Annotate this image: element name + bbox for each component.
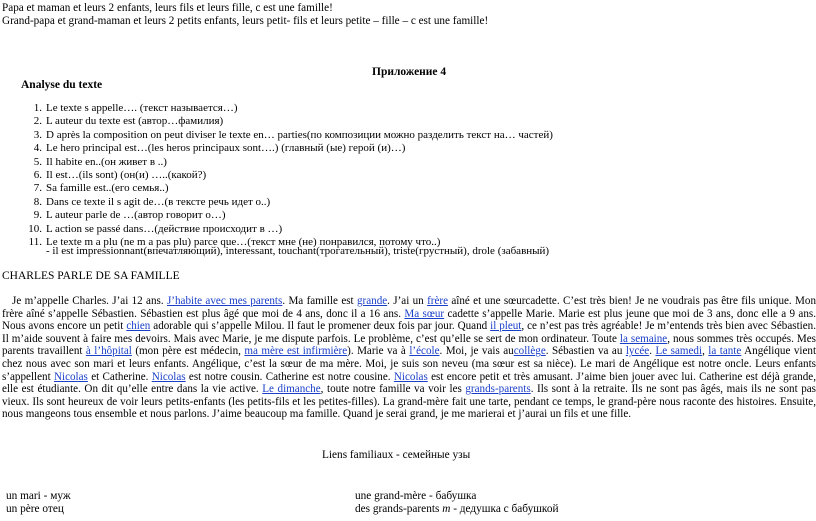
analysis-question: 8. Dans ce texte il s agit de…(в тексте речь идет о..) bbox=[33, 195, 271, 208]
analysis-question: 7. Sa famille est..(его семья..) bbox=[33, 182, 169, 195]
analysis-question: 3. D après la composition on peut diviser le texte en… parties(по композиции можно разделить текст на… частей) bbox=[33, 128, 553, 141]
intro-text bbox=[2, 2, 488, 28]
story-text: Je m’appelle Charles. J’ai 12 ans. J’habite avec mes parents. Ma famille est grande. J’ai un frère aîné et une sœurcadette. C’est très bien! Je ne voudrais pas être fils unique. Mon frère aîné s’appelle Sébastien. Sébastien est plus âgé que moi de 4 ans, donc il a 16 ans. Ma sœur cadette s’appelle Marie. Marie est plus jeune que moi de 3 ans, donc elle a 9 ans. Nous avons encore un petit chien adorable qui s’appelle Milou. Il faut le promener deux fois par jour. Quand il pleut, ce n’est pas très agréable! Je m’entends très bien avec Sébastien. Il m’aide souvent à faire mes devoirs. Mais avec Marie, je me dispute parfois. Le problème, c’est qu’elle se sert de mon ordinateur. Toute la semaine, nous sommes très occupés. Mes parents travaillent à l’hôpital (mon père est médecin, ma mère est infirmière). Marie va à l’école. Moi, je vais aucollège. Sébastien va au lycée. Le samedi, la tante Angélique vient chez nous avec son mari et leurs enfants. Angélique, c’est la sœur de ma mère. Moi, je suis son neveu (ma sœur est sa nièce). Le mari de Angélique est notre oncle. Leurs enfants s’appellent Nicolas et Catherine. Nicolas est notre cousin. Catherine est notre cousine. Nicolas est encore petit et très amusant. J’aime bien jouer avec lui. Catherine est déjà grande, elle est étudiante. On dit qu’elle entre dans la vie active. Le dimanche, toute notre famille va voir les grands-parents. Ils sont à la retraite. Ils ne sont pas âgés, mais ils ne sont pas vieux. Ils sont heureux de voir leurs petits-enfants (les petits-fils et les petites-filles). La grand-mère fait une tarte, pendant ce temps, le grand-père nous raconte des histoires. Ensuite, nous mangeons tous ensemble et nous parlons. J’aime beaucoup ma famille. Quand je serai grand, je me marierai et j’aurai un fils et une fille. bbox=[2, 295, 816, 421]
vocab-section-title: Liens familiaux - семейные узы bbox=[322, 449, 471, 461]
link-nicolas[interactable]: Nicolas bbox=[393, 370, 428, 383]
link-grande[interactable]: grande bbox=[356, 295, 388, 307]
analysis-question-list bbox=[22, 102, 553, 249]
link-le-dimanche[interactable]: Le dimanche bbox=[262, 383, 321, 396]
analysis-question: 10. L action se passé dans…(действие происходит в …) bbox=[28, 222, 283, 235]
link-lycee[interactable]: lycée bbox=[625, 345, 650, 358]
adjectives-note: - il est impressionnant(впечатляющий), interessant, touchant(трогательный), triste(грустный), drole (забавный) bbox=[46, 245, 550, 257]
vocab-entry: des grands-parents m - дедушка с бабушкой bbox=[355, 503, 559, 515]
link-ma-mere-est-infirmiere[interactable]: ma mère est infirmière bbox=[244, 345, 348, 358]
vocab-entry: un père отец bbox=[6, 503, 64, 515]
analysis-question: 9. L auteur parle de …(автор говорит о…) bbox=[33, 209, 226, 222]
vocab-column-right bbox=[355, 490, 559, 516]
analysis-question: 4. Le hero principal est…(les heros principaux sont….) (главный (ые) герой (и)…) bbox=[33, 142, 406, 155]
link-grands-parents[interactable]: grands-parents bbox=[465, 383, 531, 396]
link-la-tante[interactable]: la tante bbox=[708, 345, 742, 358]
analysis-question: 5. Il habite en..(он живет в ..) bbox=[33, 155, 167, 168]
intro-line-2: Grand-papa et grand-maman et leurs 2 petits enfants, leurs petit- fils et leurs petite – fille – c est une famille! bbox=[2, 15, 489, 27]
analysis-question: 6. Il est…(ils sont) (он(и) …..(какой?) bbox=[33, 168, 207, 181]
analysis-title: Analyse du texte bbox=[21, 79, 103, 91]
analysis-question: 1. Le texte s appelle…. (текст называется…) bbox=[33, 102, 238, 114]
intro-line-1: Papa et maman et leurs 2 enfants, leurs fils et leurs fille, c est une famille! bbox=[2, 2, 333, 14]
link-a-l-hopital[interactable]: à l’hôpital bbox=[85, 345, 132, 358]
analysis-question: 2. L auteur du texte est (автор…фамилия) bbox=[33, 115, 224, 128]
link-ma-soeur[interactable]: Ma sœur bbox=[404, 307, 445, 320]
analysis-question: 11. Le texte m a plu (ne m a pas plu) parce que…(текст мне (не) понравился, потому что..) bbox=[28, 235, 441, 248]
link-habite-avec-mes-parents[interactable]: J’habite avec mes parents bbox=[166, 295, 283, 307]
vocab-entry: une grand-mère - бабушка bbox=[355, 490, 477, 502]
story-title: CHARLES PARLE DE SA FAMILLE bbox=[2, 270, 180, 282]
vocab-entry: un mari - муж bbox=[6, 490, 71, 502]
vocab-column-left bbox=[6, 490, 71, 516]
link-l-ecole[interactable]: l’école bbox=[409, 345, 440, 358]
link-le-samedi[interactable]: Le samedi bbox=[655, 345, 703, 358]
link-la-semaine[interactable]: la semaine bbox=[619, 332, 668, 345]
link-college[interactable]: collège bbox=[513, 345, 546, 358]
link-nicolas[interactable]: Nicolas bbox=[151, 370, 186, 383]
link-il-pleut[interactable]: il pleut bbox=[490, 320, 522, 333]
link-frere[interactable]: frère bbox=[427, 295, 449, 307]
annex-title: Приложение 4 bbox=[372, 66, 447, 78]
link-chien[interactable]: chien bbox=[126, 320, 151, 333]
link-nicolas[interactable]: Nicolas bbox=[53, 370, 88, 383]
